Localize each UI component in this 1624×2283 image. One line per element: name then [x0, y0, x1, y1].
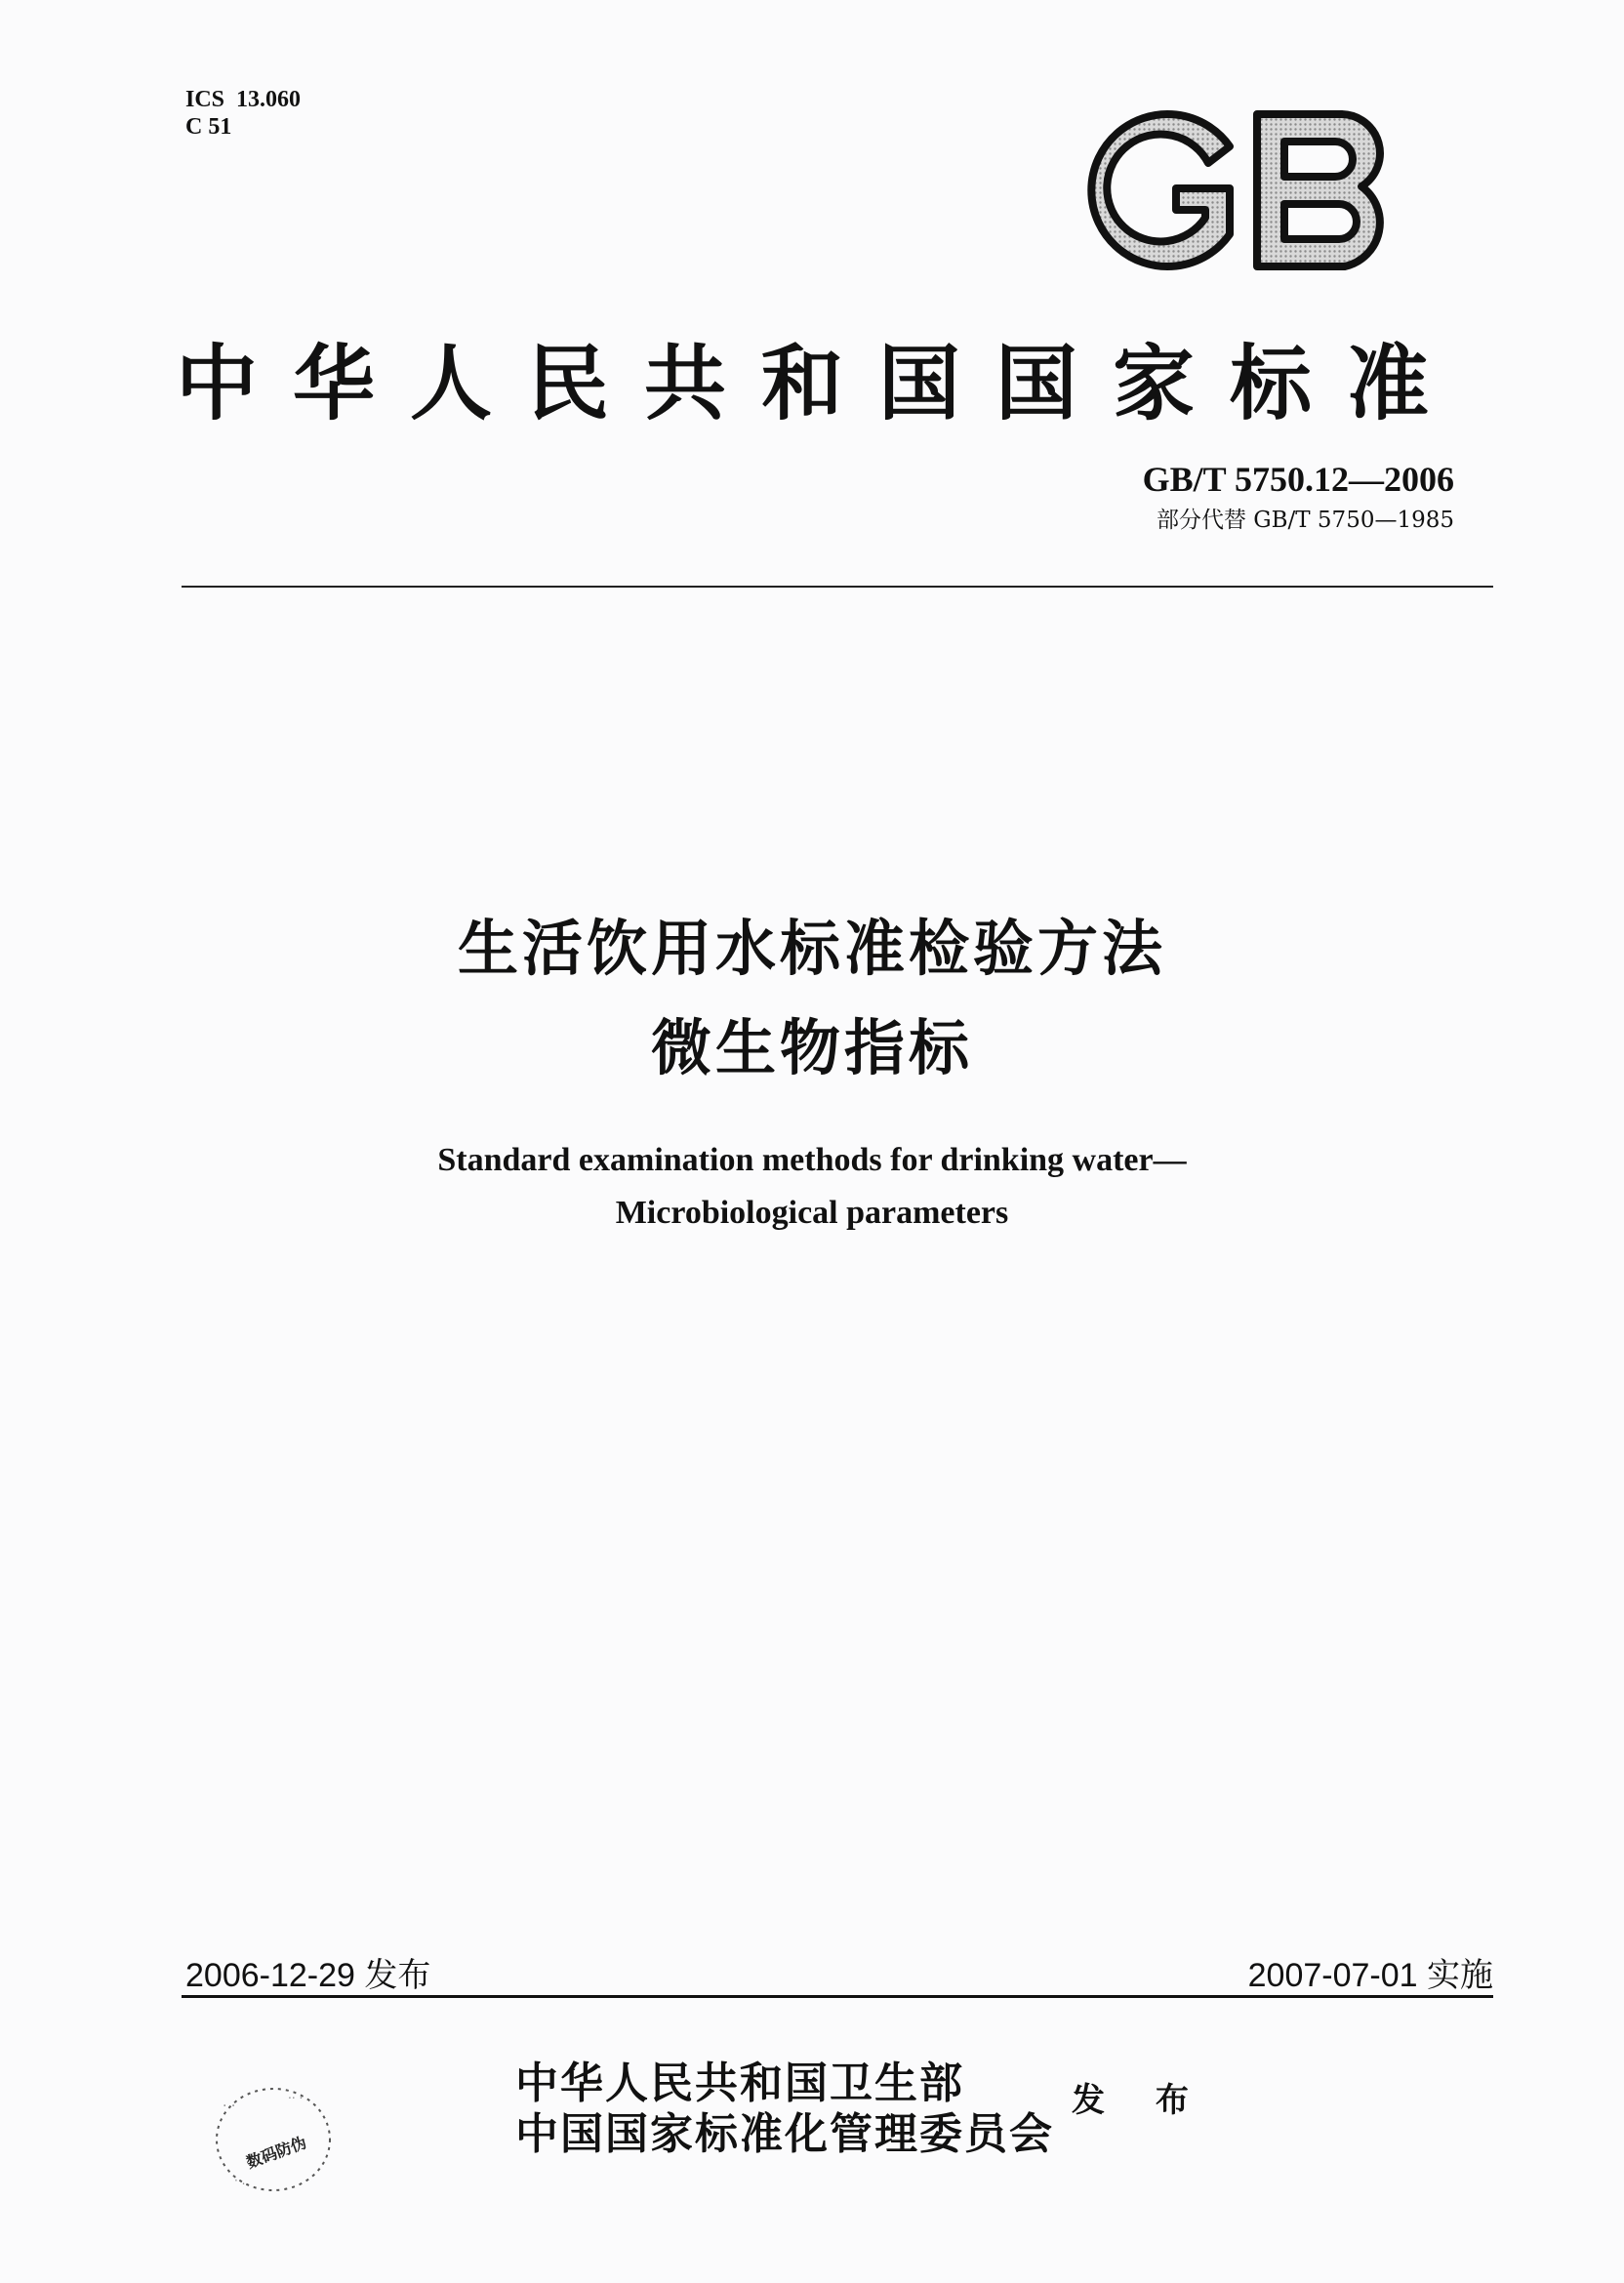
svg-text:· ·: · · [223, 2099, 236, 2114]
top-divider [182, 586, 1493, 588]
publish-label: 发 布 [1072, 2081, 1208, 2120]
document-title-cn-line2: 微生物指标 [650, 1012, 973, 1083]
issuer-standardization-administration: 中国国家标准化管理委员会 [515, 2109, 1054, 2159]
ics-code: ICS 13.060 [185, 87, 302, 112]
bottom-divider [182, 1995, 1493, 1998]
implementation-date: 2007-07-01 实施 [1247, 1957, 1493, 1994]
svg-text:.. .: .. . [288, 2088, 304, 2101]
national-standard-title: 中华人民共和国国家标准 [176, 335, 1465, 431]
standard-number: GB/T 5750.12—2006 [1142, 460, 1454, 499]
stamp-text: 数码防伪 [243, 2133, 309, 2173]
document-title-cn-line1: 生活饮用水标准检验方法 [457, 913, 1166, 984]
classification-codes [185, 86, 301, 141]
document-title-en-line1: Standard examination methods for drinking water— [437, 1142, 1187, 1178]
replaces-standard: 部分代替 GB/T 5750—1985 [1156, 508, 1454, 533]
issue-date: 2006-12-29 发布 [185, 1957, 431, 1994]
gb-logo [1083, 102, 1405, 278]
anti-counterfeit-stamp [195, 2069, 351, 2216]
svg-text:· .: · . [234, 2174, 246, 2187]
ccs-code: C 51 [185, 114, 232, 140]
document-title-en-line2: Microbiological parameters [615, 1195, 1009, 1231]
issuer-ministry-of-health: 中华人民共和国卫生部 [515, 2059, 964, 2108]
gb-logo-text: GB [1083, 102, 1085, 103]
